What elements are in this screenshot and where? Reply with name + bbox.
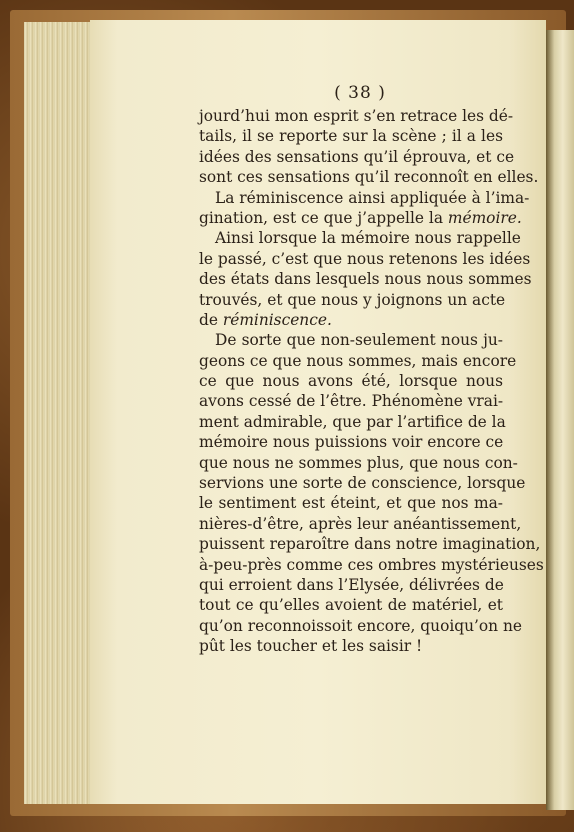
- text-line: le passé, c’est que nous retenons les idées: [199, 249, 531, 268]
- text-line: des états dans lesquels nous nous sommes: [199, 270, 532, 289]
- text-line: qu’on reconnoissoit encore, quoiqu’on ne: [199, 616, 523, 635]
- text-line: à-peu-près comme ces ombres mystérieuses: [199, 555, 544, 574]
- text-line: servions une sorte de conscience, lorsque: [199, 474, 526, 493]
- text-line: qui erroient dans l’Elysée, délivrées de: [199, 575, 504, 594]
- text-line: puissent reparoître dans notre imagination,: [199, 535, 541, 554]
- text-line: tails, il se reporte sur la scène ; il a les: [199, 127, 503, 146]
- text-line: La réminiscence ainsi appliquée à l’ima-: [215, 188, 530, 207]
- text-line: ment admirable, que par l’artifice de la: [199, 412, 506, 431]
- text-line: idées des sensations qu’il éprouva, et ce: [199, 147, 515, 166]
- text-line: [199, 310, 503, 330]
- text-line: mémoire nous puissions voir encore ce: [199, 433, 504, 452]
- italic-term: réminiscence.: [222, 310, 332, 329]
- text-line: sont ces sensations qu’il reconnoît en elles.: [199, 168, 539, 187]
- text-line: nières-d’être, après leur anéantissement,: [199, 514, 522, 533]
- text-run: de: [199, 310, 223, 329]
- text-line: geons ce que nous sommes, mais encore: [199, 351, 517, 370]
- text-line: jourd’hui mon esprit s’en retrace les dé-: [199, 107, 514, 125]
- text-line: tout ce qu’elles avoient de matériel, et: [199, 596, 503, 615]
- book-gutter: [546, 30, 574, 810]
- page-number: ( 38 ): [334, 83, 386, 103]
- text-line: Ainsi lorsque la mémoire nous rappelle: [215, 229, 521, 248]
- text-line: pût les toucher et les saisir !: [199, 637, 423, 656]
- body-text: [199, 106, 544, 657]
- text-line: que nous ne sommes plus, que nous con-: [199, 453, 518, 472]
- page-text-block: [199, 80, 544, 657]
- text-line: ce que nous avons été, lorsque nous: [199, 372, 503, 391]
- text-line: le sentiment est éteint, et que nos ma-: [199, 494, 503, 513]
- text-line: trouvés, et que nous y joignons un acte: [199, 290, 506, 309]
- text-line: avons cessé de l’être. Phénomène vrai-: [199, 392, 504, 411]
- text-line: [199, 208, 522, 228]
- text-line: De sorte que non-seulement nous ju-: [215, 331, 503, 350]
- text-run: gination, est ce que j’appelle la: [199, 208, 448, 227]
- page-edges: [24, 22, 95, 804]
- italic-term: mémoire.: [447, 208, 522, 227]
